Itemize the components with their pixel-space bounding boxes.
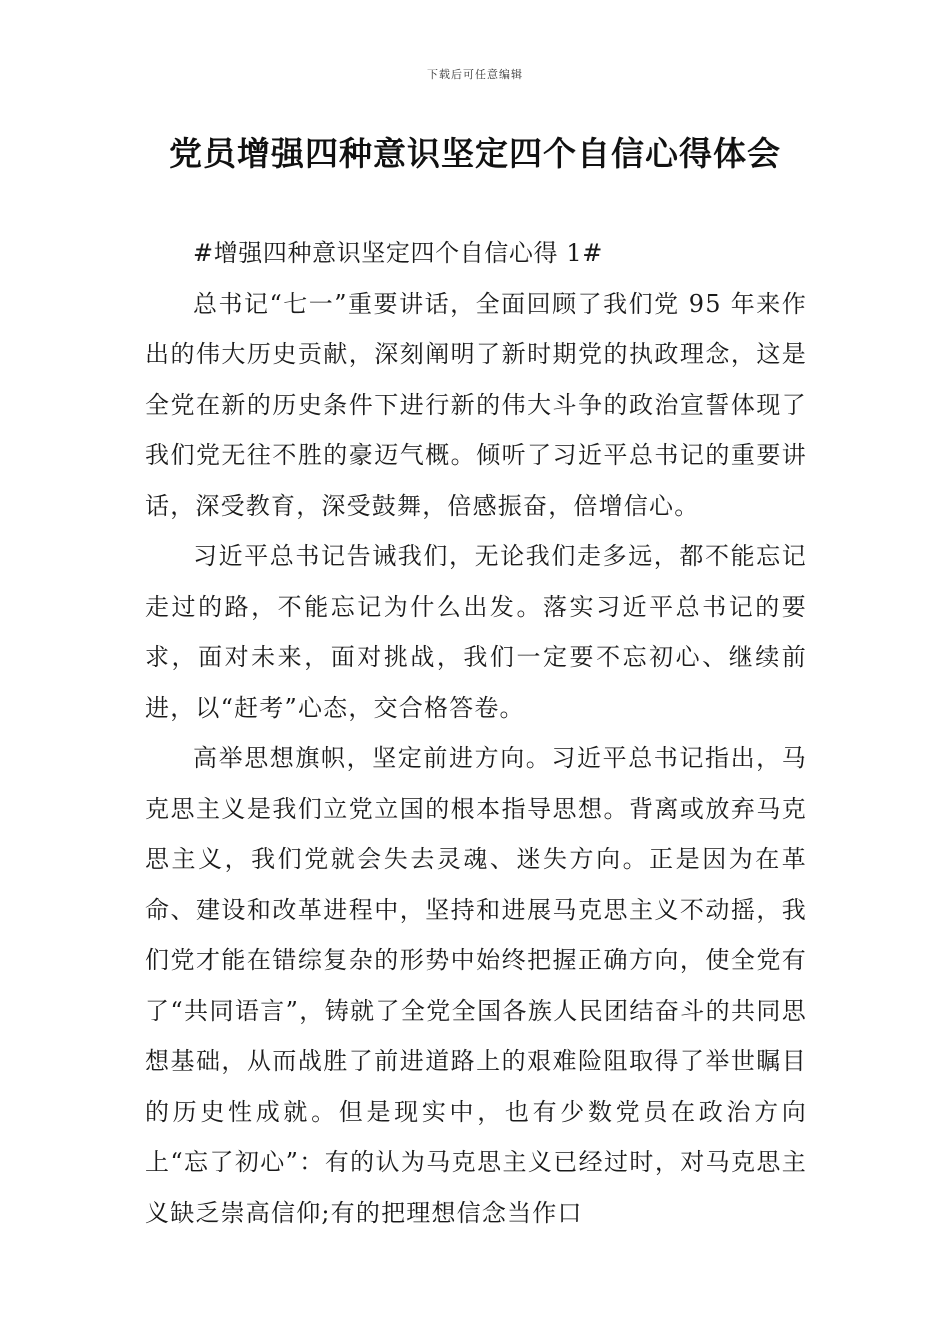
paragraph-1: 总书记“七一”重要讲话，全面回顾了我们党 95 年来作出的伟大历史贡献，深刻阐明了新时期党的执政理念，这是全党在新的历史条件下进行新的伟大斗争的政治宣誓体现了我们党无往不胜的豪迈气概。倾听了习近平总书记的重要讲话，深受教育，深受鼓舞，倍感振奋，倍增信心。: [145, 289, 807, 520]
header-note: 下载后可任意编辑: [427, 68, 523, 81]
document-title: 党员增强四种意识坚定四个自信心得体会: [169, 134, 781, 173]
document-body: [145, 228, 807, 1238]
paragraph-3: 高举思想旗帜，坚定前进方向。习近平总书记指出，马克思主义是我们立党立国的根本指导思想。背离或放弃马克思主义，我们党就会失去灵魂、迷失方向。正是因为在革命、建设和改革进程中，坚持和进展马克思主义不动摇，我们党才能在错综复杂的形势中始终把握正确方向，使全党有了“共同语言”，铸就了全党全国各族人民团结奋斗的共同思想基础，从而战胜了前进道路上的艰难险阻取得了举世瞩目的历史性成就。但是现实中，也有少数党员在政治方向上“忘了初心”：有的认为马克思主义已经过时，对马克思主义缺乏崇高信仰;有的把理想信念当作口: [145, 744, 807, 1227]
paragraph-2: 习近平总书记告诫我们，无论我们走多远，都不能忘记走过的路，不能忘记为什么出发。落实习近平总书记的要求，面对未来，面对挑战，我们一定要不忘初心、继续前进，以“赶考”心态，交合格答卷。: [145, 542, 807, 722]
section-heading: #增强四种意识坚定四个自信心得 1#: [193, 239, 603, 267]
